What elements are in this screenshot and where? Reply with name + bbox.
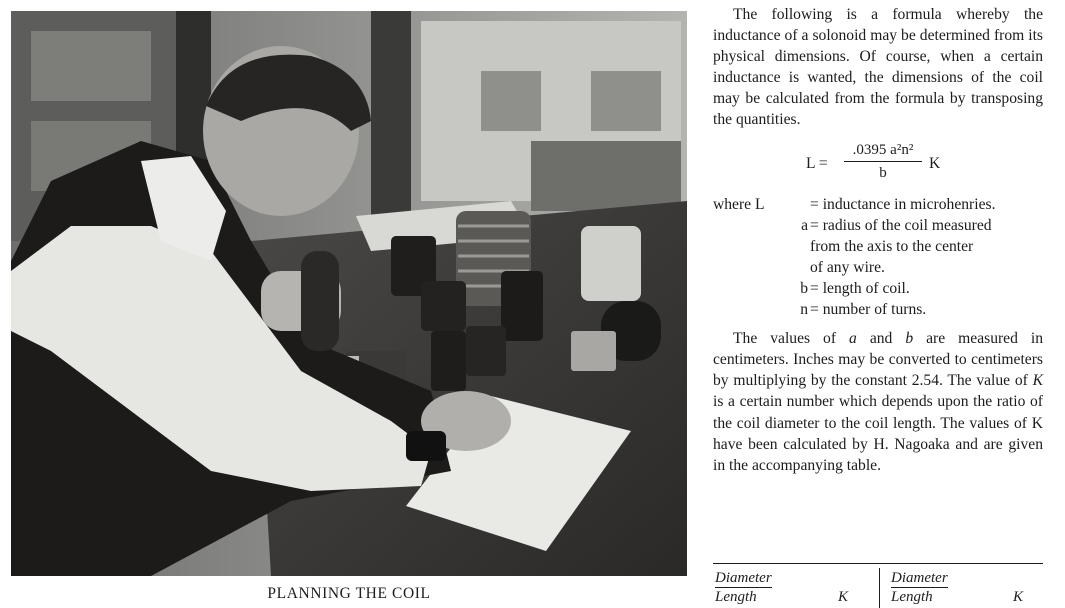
definition-a-continued: from the axis to the center bbox=[810, 237, 974, 255]
definition-b bbox=[713, 278, 1043, 299]
formula-fraction bbox=[844, 141, 922, 184]
intro-paragraph: The following is a formula whereby the inductance of a solonoid may be determined from its physical dimensions. Of course, when a certain inductance is wanted, the dimensions of the coil may be calculated from the formula by transposing the quantities. bbox=[713, 6, 1043, 129]
inductance-formula bbox=[713, 141, 1043, 187]
definition-a-continued: of any wire. bbox=[810, 258, 885, 276]
photo-caption: PLANNING THE COIL bbox=[267, 585, 431, 602]
table-col-k-1: K bbox=[838, 589, 849, 605]
table-col-ratio-2: Diameter Length bbox=[891, 570, 948, 605]
table-col-k-2: K bbox=[1013, 589, 1024, 605]
definition-symbol: a bbox=[801, 216, 808, 234]
formula-lhs: L = bbox=[806, 154, 828, 172]
definition-symbol: b bbox=[800, 279, 808, 297]
photograph-planning-coil bbox=[11, 11, 687, 576]
table-column-divider bbox=[879, 568, 880, 608]
definition-text: = length of coil. bbox=[810, 279, 910, 297]
photo-illustration bbox=[11, 11, 687, 576]
definitions-list bbox=[713, 194, 1043, 321]
nagaoka-table-header bbox=[713, 563, 1043, 607]
definition-a bbox=[713, 215, 1043, 236]
definition-text: = number of turns. bbox=[810, 301, 927, 319]
formula-denominator: b bbox=[879, 164, 887, 181]
values-paragraph: The values of a and b are measured in centimeters. Inches may be converted to centimeters by multiplying by the constant 2.54. The value of K is a certain number which depends upon the ratio of the coil diameter to the coil length. The values of K have been calculated by H. Nagoaka and are given in the accompanying table. bbox=[713, 330, 1044, 474]
formula-numerator: .0395 a²n² bbox=[844, 141, 922, 162]
article-text-column bbox=[713, 4, 1043, 476]
formula-factor: K bbox=[929, 154, 941, 172]
definition-symbol: where L bbox=[713, 195, 765, 213]
definition-symbol: n bbox=[800, 301, 808, 319]
definition-text: = radius of the coil measured bbox=[810, 216, 992, 234]
definition-text: = inductance in microhenries. bbox=[810, 195, 996, 213]
definition-L bbox=[713, 194, 1043, 215]
definition-n bbox=[713, 299, 1043, 320]
table-col-ratio-1: Diameter Length bbox=[715, 570, 772, 605]
